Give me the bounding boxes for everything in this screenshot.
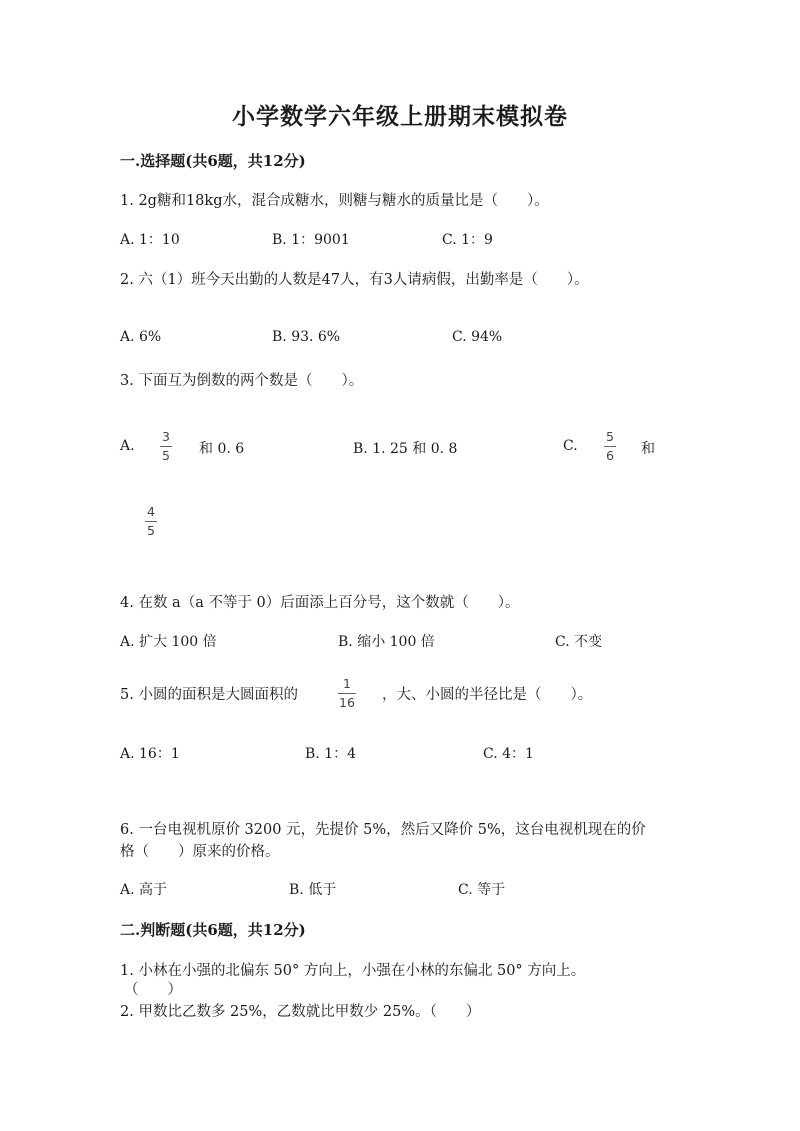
question-6-text-line2: 格（ ）原来的价格。: [120, 844, 280, 860]
question-5-option-c[interactable]: C. 4：1: [483, 746, 534, 762]
fraction-numerator: 5: [606, 429, 614, 444]
section-heading-choice: 一.选择题(共6题，共12分): [120, 152, 306, 170]
question-6-option-b[interactable]: B. 低于: [289, 882, 337, 898]
question-5-text-before: 5. 小圆的面积是大圆面积的: [120, 687, 298, 703]
question-1-option-b[interactable]: B. 1：9001: [272, 232, 350, 248]
page-title: 小学数学六年级上册期末模拟卷: [232, 103, 568, 130]
judgement-1-text-line1: 1. 小林在小强的北偏东 50° 方向上，小强在小林的东偏北 50° 方向上。: [120, 963, 586, 979]
fraction-bar: [160, 446, 172, 447]
question-2-option-b[interactable]: B. 93. 6%: [272, 329, 341, 345]
fraction-denominator: 6: [606, 448, 614, 463]
fraction-numerator: 3: [162, 429, 170, 444]
judgement-2-text: 2. 甲数比乙数多 25%，乙数就比甲数少 25%。（ ）: [120, 1004, 481, 1020]
question-5-option-b[interactable]: B. 1：4: [305, 746, 357, 762]
question-4-text: 4. 在数 a（a 不等于 0）后面添上百分号，这个数就（ ）。: [120, 595, 520, 611]
fraction-numerator: 1: [343, 676, 351, 691]
question-3-option-c-fraction-2: [145, 505, 157, 538]
question-2-text: 2. 六（1）班今天出勤的人数是47人，有3人请病假，出勤率是（ ）。: [120, 272, 589, 288]
judgement-1-answer-blank[interactable]: （ ）: [124, 982, 182, 998]
question-6-text-line1: 6. 一台电视机原价 3200 元，先提价 5%，然后又降价 5%，这台电视机现在的价: [120, 822, 646, 838]
question-3-option-b[interactable]: B. 1. 25 和 0. 8: [353, 441, 458, 457]
fraction-denominator: 16: [339, 695, 355, 710]
question-6-option-a[interactable]: A. 高于: [120, 882, 168, 898]
question-3-option-a-tail: 和 0. 6: [199, 441, 245, 457]
section-heading-judgement: 二.判断题(共6题，共12分): [120, 921, 306, 939]
fraction-bar: [604, 446, 616, 447]
question-3-option-c-mid: 和: [641, 441, 655, 457]
question-4-option-c[interactable]: C. 不变: [555, 634, 603, 650]
question-3-option-a-fraction: [160, 430, 172, 463]
question-5-option-a[interactable]: A. 16：1: [120, 746, 180, 762]
question-3-option-c-fraction-1: [604, 430, 616, 463]
fraction-denominator: 5: [162, 448, 170, 463]
fraction-numerator: 4: [147, 504, 155, 519]
question-5-text-after: ，大、小圆的半径比是（ ）。: [382, 687, 593, 703]
question-4-option-b[interactable]: B. 缩小 100 倍: [338, 634, 435, 650]
question-5-fraction: [338, 677, 356, 710]
fraction-bar: [145, 521, 157, 522]
question-4-option-a[interactable]: A. 扩大 100 倍: [120, 634, 217, 650]
fraction-denominator: 5: [147, 523, 155, 538]
question-2-option-c[interactable]: C. 94%: [452, 329, 503, 345]
question-6-option-c[interactable]: C. 等于: [458, 882, 506, 898]
question-1-option-a[interactable]: A. 1：10: [120, 232, 180, 248]
question-3-text: 3. 下面互为倒数的两个数是（ ）。: [120, 373, 364, 389]
question-3-option-a-label[interactable]: A.: [120, 438, 135, 454]
question-2-option-a[interactable]: A. 6%: [120, 329, 162, 345]
question-3-option-c-label[interactable]: C.: [563, 438, 578, 454]
question-1-text: 1. 2g糖和18kg水，混合成糖水，则糖与糖水的质量比是（ ）。: [120, 193, 549, 209]
question-1-option-c[interactable]: C. 1：9: [442, 232, 493, 248]
fraction-bar: [338, 693, 356, 694]
